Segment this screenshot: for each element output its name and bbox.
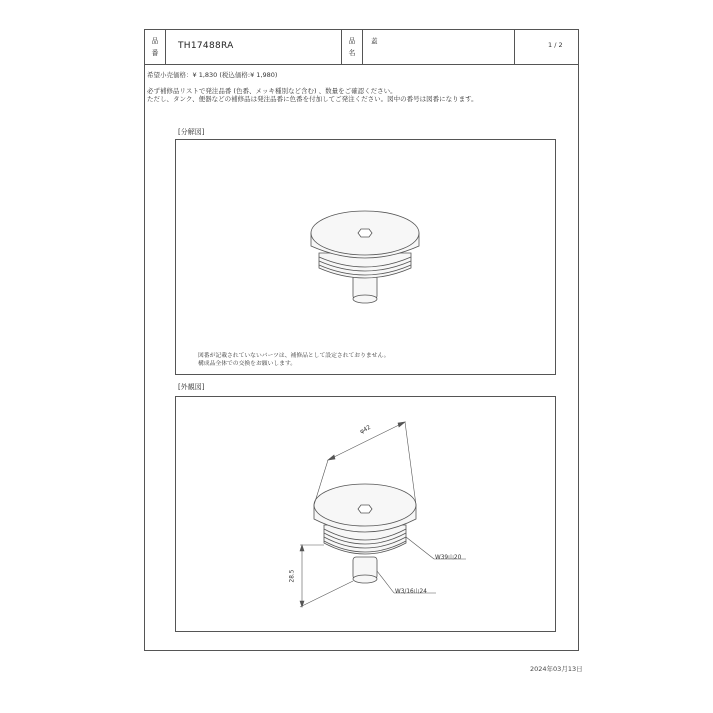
exterior-view-label: [外観図] [178,383,205,391]
exterior-view-panel [175,396,556,632]
page-cell [514,29,579,65]
hex-socket-icon [358,229,372,237]
note-line-2: ただし、タンク、便器などの補修品は発注品番に色番を付加してご発注ください。図中の番号は図番になります。 [147,95,478,103]
hinban-label-1: 品 [151,37,159,45]
exploded-note-2: 構成品全体での交換をお願いします。 [198,361,297,367]
height-dimension [300,545,353,607]
part-number: TH17488RA [178,41,234,51]
cap-exterior-drawing [314,484,416,583]
hinmei-label-cell [341,29,363,65]
hinmei-label-2: 名 [348,49,356,57]
exploded-view-drawing [176,140,557,376]
cap-stem-bottom [353,295,377,303]
part-name-cell [362,29,515,65]
thread-upper-label: W39山20 [435,555,462,561]
cap-part-drawing [311,211,419,303]
hinmei-label-1: 品 [348,37,356,45]
part-name: 蓋 [371,37,378,45]
height-label: 28.5 [289,569,296,583]
exploded-view-panel [175,139,556,375]
part-number-cell [165,29,342,65]
note-line-1: 必ず補修品リストで発注品番 (色番、メッキ種別など含む) 、数量をご確認ください。 [147,87,397,95]
exploded-note-1: 図番が記載されていないパーツは、補修品として設定されておりません。 [198,353,390,359]
exploded-view-label: [分解図] [178,128,205,136]
diameter-label: φ42 [359,424,372,436]
price-line: 希望小売価格：¥ 1,830 (税込価格:¥ 1,980) [147,71,278,79]
page-number: 1 / 2 [548,41,563,49]
hinban-label-cell [144,29,166,65]
hinban-label-2: 番 [151,49,159,57]
footer-date: 2024年03月13日 [530,665,583,673]
hex-socket-icon [358,505,372,513]
thread-lower-label: W3/16山24 [395,589,427,595]
